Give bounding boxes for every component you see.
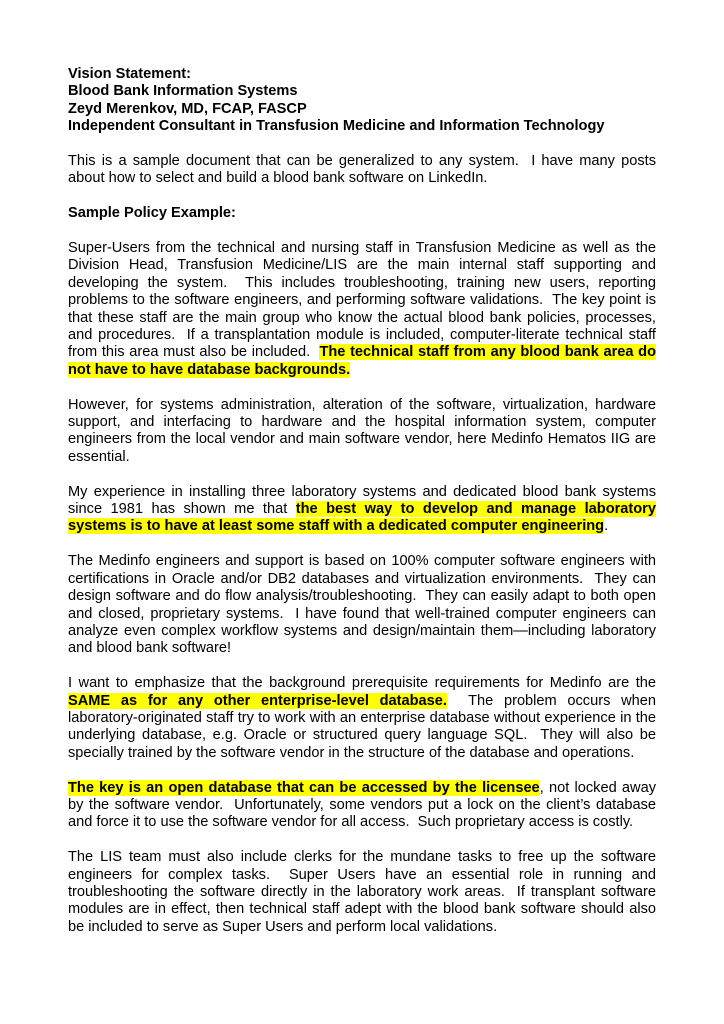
paragraph [68, 153, 656, 188]
text-run: However, for systems administration, alteration of the software, virtualization, hardware support, and interfacing to hardware and the hospital information system, computer engineers from the local vendor and main software vendor, here Medinfo Hematos IIG are essential. [68, 396, 656, 465]
paragraph [68, 397, 656, 467]
text-run: I want to emphasize that the background prerequisite requirements for Medinfo are the [68, 675, 656, 692]
title-line [68, 83, 656, 100]
text-run: This is a sample document that can be generalized to any system. I have many posts about how to select and build a blood bank software on LinkedIn. [68, 153, 656, 187]
paragraph [68, 240, 656, 379]
title-line [68, 118, 656, 135]
paragraph [68, 675, 656, 762]
highlighted-text: SAME as for any other enterprise-level database. [68, 692, 447, 709]
text-run: The LIS team must also include clerks for the mundane tasks to free up the software engineers for complex tasks. Super Users have an essential role in running and troubleshooting the software directly in the laboratory work areas. If transplant software modules are in effect, then technical staff adept with the blood bank software should also be included to serve as Super Users and perform local validations. [68, 849, 656, 935]
text-run: Zeyd Merenkov, MD, FCAP, FASCP [68, 100, 307, 117]
paragraph [68, 849, 656, 936]
text-run: , not locked away by the software vendor. Unfortunately, some vendors put a lock on the client’s database and force it to use the software vendor for all access. Such proprietary access is costly. [68, 779, 657, 831]
text-run: My experience in installing three laboratory systems and dedicated blood bank systems since 1981 has shown me that [68, 483, 656, 518]
highlighted-text: The key is an open database that can be accessed by the licensee [68, 779, 540, 796]
highlighted-text: the best way to develop and manage laboratory systems is to have at least some staff with a dedicated computer engineering [68, 501, 656, 535]
paragraph [68, 780, 656, 832]
text-run: Super-Users from the technical and nursing staff in Transfusion Medicine as well as the Division Head, Transfusion Medicine/LIS are the main internal staff supporting and developing the system. This includes troubleshooting, training new users, reporting problems to the software engineers, and performing software validations. The key point is that these staff are the main group who know the actual blood bank policies, processes, and procedures. If a transplantation module is included, computer-literate technical staff from this area must also be included. [68, 240, 656, 361]
text-run: The Medinfo engineers and support is based on 100% computer software engineers with certifications in Oracle and/or DB2 databases and virtualization environments. They can design software and do flow analysis/troubleshooting. They can easily adapt to both open and closed, proprietary systems. I have found that well-trained computer engineers can analyze even complex workflow systems and design/maintain them—including laboratory and blood bank software! [68, 553, 656, 657]
text-run: . [604, 518, 609, 535]
paragraph [68, 484, 656, 536]
text-run: Vision Statement: [68, 66, 191, 82]
title-line [68, 66, 656, 83]
document-content [68, 66, 656, 936]
text-run: Sample Policy Example: [68, 205, 236, 222]
title-line [68, 101, 656, 118]
highlighted-text: The technical staff from any blood bank area do not have to have database backgrounds. [68, 344, 657, 378]
text-run: Independent Consultant in Transfusion Medicine and Information Technology [68, 118, 605, 135]
text-run: Blood Bank Information Systems [68, 83, 298, 100]
section-heading [68, 205, 656, 222]
text-run: The problem occurs when laboratory-originated staff try to work with an enterprise database without experience in the underlying database, e.g. Oracle or structured query language SQL. They will also be specially trained by the software vendor in the structure of the database and operations. [68, 692, 656, 761]
paragraph [68, 553, 656, 657]
